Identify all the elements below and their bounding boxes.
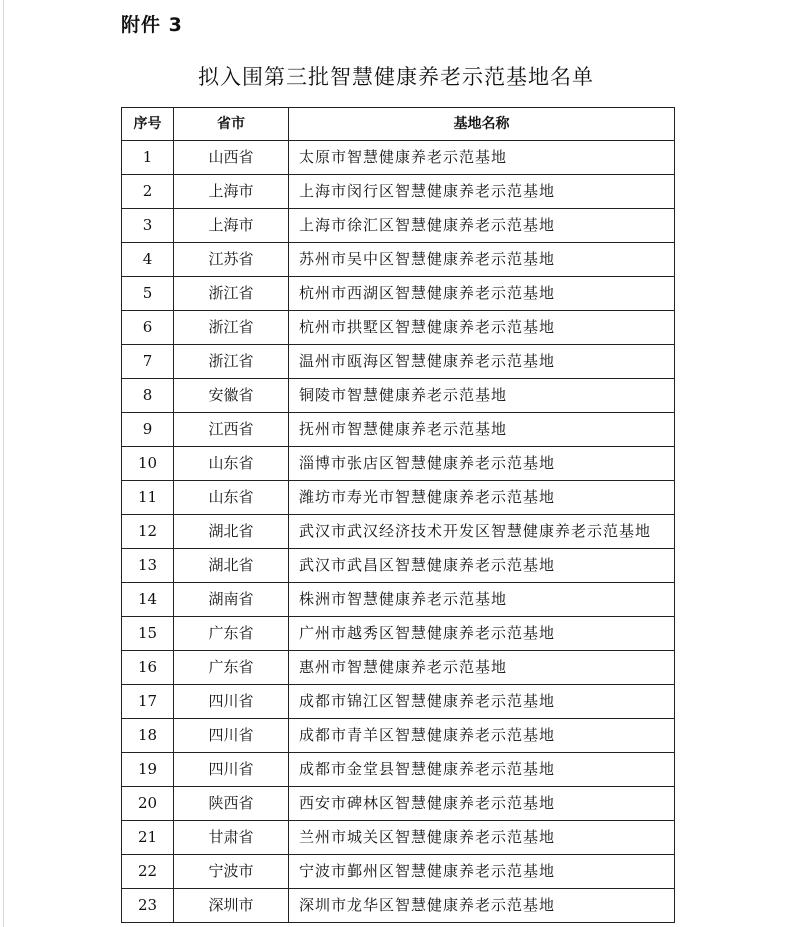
serial-number-cell: 11 (122, 481, 174, 515)
serial-number-cell: 19 (122, 753, 174, 787)
header-province: 省市 (174, 108, 289, 141)
serial-number-cell: 14 (122, 583, 174, 617)
province-cell: 上海市 (174, 209, 289, 243)
serial-number-cell: 18 (122, 719, 174, 753)
base-name-cell: 兰州市城关区智慧健康养老示范基地 (289, 821, 675, 855)
table-row (122, 651, 675, 685)
table-row (122, 685, 675, 719)
province-cell: 四川省 (174, 685, 289, 719)
table-row (122, 821, 675, 855)
base-name-cell: 温州市瓯海区智慧健康养老示范基地 (289, 345, 675, 379)
serial-number-cell: 6 (122, 311, 174, 345)
table-row (122, 515, 675, 549)
header-serial-number: 序号 (122, 108, 174, 141)
table-row (122, 481, 675, 515)
serial-number-cell: 9 (122, 413, 174, 447)
province-cell: 山东省 (174, 447, 289, 481)
province-cell: 深圳市 (174, 889, 289, 923)
serial-number-cell: 20 (122, 787, 174, 821)
serial-number-cell: 8 (122, 379, 174, 413)
table-row (122, 447, 675, 481)
serial-number-cell: 21 (122, 821, 174, 855)
table-row (122, 209, 675, 243)
province-cell: 山西省 (174, 141, 289, 175)
table-header-row (122, 108, 675, 141)
base-name-cell: 抚州市智慧健康养老示范基地 (289, 413, 675, 447)
header-base-name: 基地名称 (289, 108, 675, 141)
province-cell: 上海市 (174, 175, 289, 209)
serial-number-cell: 23 (122, 889, 174, 923)
table-row (122, 549, 675, 583)
table-row (122, 719, 675, 753)
serial-number-cell: 13 (122, 549, 174, 583)
base-name-cell: 潍坊市寿光市智慧健康养老示范基地 (289, 481, 675, 515)
province-cell: 浙江省 (174, 277, 289, 311)
province-cell: 湖南省 (174, 583, 289, 617)
serial-number-cell: 3 (122, 209, 174, 243)
province-cell: 湖北省 (174, 549, 289, 583)
base-name-cell: 宁波市鄞州区智慧健康养老示范基地 (289, 855, 675, 889)
province-cell: 甘肃省 (174, 821, 289, 855)
table-row (122, 175, 675, 209)
base-name-cell: 成都市锦江区智慧健康养老示范基地 (289, 685, 675, 719)
table-row (122, 277, 675, 311)
province-cell: 浙江省 (174, 311, 289, 345)
serial-number-cell: 2 (122, 175, 174, 209)
table-row (122, 379, 675, 413)
base-name-cell: 杭州市西湖区智慧健康养老示范基地 (289, 277, 675, 311)
province-cell: 山东省 (174, 481, 289, 515)
base-name-cell: 株洲市智慧健康养老示范基地 (289, 583, 675, 617)
province-cell: 陕西省 (174, 787, 289, 821)
serial-number-cell: 7 (122, 345, 174, 379)
table-body (122, 141, 675, 923)
serial-number-cell: 22 (122, 855, 174, 889)
base-name-cell: 苏州市吴中区智慧健康养老示范基地 (289, 243, 675, 277)
province-cell: 江西省 (174, 413, 289, 447)
base-name-cell: 杭州市拱墅区智慧健康养老示范基地 (289, 311, 675, 345)
base-name-cell: 上海市闵行区智慧健康养老示范基地 (289, 175, 675, 209)
province-cell: 江苏省 (174, 243, 289, 277)
serial-number-cell: 15 (122, 617, 174, 651)
table-row (122, 311, 675, 345)
serial-number-cell: 5 (122, 277, 174, 311)
province-cell: 安徽省 (174, 379, 289, 413)
base-name-cell: 上海市徐汇区智慧健康养老示范基地 (289, 209, 675, 243)
province-cell: 广东省 (174, 651, 289, 685)
serial-number-cell: 17 (122, 685, 174, 719)
table-row (122, 583, 675, 617)
base-name-cell: 深圳市龙华区智慧健康养老示范基地 (289, 889, 675, 923)
table-row (122, 413, 675, 447)
table-row (122, 617, 675, 651)
province-cell: 广东省 (174, 617, 289, 651)
serial-number-cell: 16 (122, 651, 174, 685)
province-cell: 宁波市 (174, 855, 289, 889)
base-name-cell: 惠州市智慧健康养老示范基地 (289, 651, 675, 685)
base-name-cell: 武汉市武昌区智慧健康养老示范基地 (289, 549, 675, 583)
table-row (122, 855, 675, 889)
serial-number-cell: 10 (122, 447, 174, 481)
base-name-cell: 西安市碑林区智慧健康养老示范基地 (289, 787, 675, 821)
table-row (122, 243, 675, 277)
base-name-cell: 铜陵市智慧健康养老示范基地 (289, 379, 675, 413)
serial-number-cell: 4 (122, 243, 174, 277)
table-row (122, 787, 675, 821)
base-name-cell: 广州市越秀区智慧健康养老示范基地 (289, 617, 675, 651)
serial-number-cell: 12 (122, 515, 174, 549)
province-cell: 湖北省 (174, 515, 289, 549)
base-name-cell: 成都市金堂县智慧健康养老示范基地 (289, 753, 675, 787)
table-row (122, 889, 675, 923)
serial-number-cell: 1 (122, 141, 174, 175)
demonstration-base-table (121, 107, 675, 923)
province-cell: 四川省 (174, 753, 289, 787)
base-name-cell: 成都市青羊区智慧健康养老示范基地 (289, 719, 675, 753)
attachment-label: 附件 3 (121, 14, 183, 36)
page-edge-line (3, 0, 4, 927)
table-row (122, 141, 675, 175)
document-title: 拟入围第三批智慧健康养老示范基地名单 (198, 65, 594, 89)
province-cell: 四川省 (174, 719, 289, 753)
table-row (122, 345, 675, 379)
base-name-cell: 淄博市张店区智慧健康养老示范基地 (289, 447, 675, 481)
base-name-cell: 武汉市武汉经济技术开发区智慧健康养老示范基地 (289, 515, 675, 549)
province-cell: 浙江省 (174, 345, 289, 379)
table-row (122, 753, 675, 787)
base-name-cell: 太原市智慧健康养老示范基地 (289, 141, 675, 175)
